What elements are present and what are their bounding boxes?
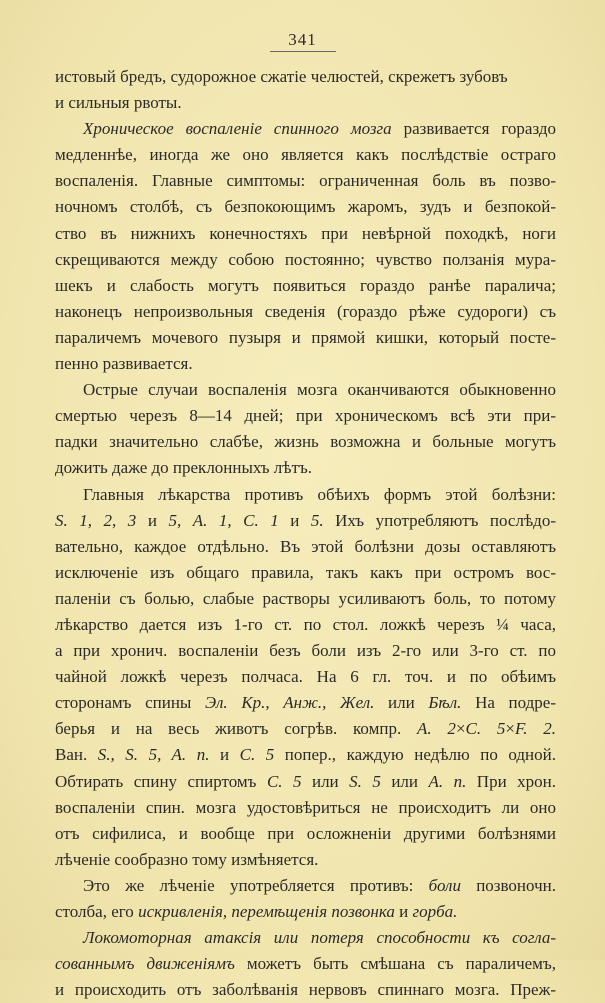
text-line [55, 795, 556, 821]
italic-text-segment: 5, A. 1, C. 1 [168, 510, 279, 530]
text-line [55, 247, 556, 273]
text-line [55, 325, 556, 351]
text-segment: Ихъ употребляютъ послѣдо- [323, 510, 556, 530]
text-line [55, 925, 556, 951]
italic-text-segment: 5. [310, 510, 324, 530]
text-line [55, 821, 556, 847]
italic-text-segment: A. п. [428, 771, 467, 791]
text-segment: вательно, каждое отдѣльно. Въ этой болѣзни дозы оставляютъ [55, 536, 556, 556]
text-segment: На подре- [461, 693, 556, 713]
body-text [55, 64, 556, 1003]
text-segment: или [301, 771, 350, 791]
text-line [55, 273, 556, 299]
text-segment: сторонамъ спины [55, 693, 205, 713]
text-segment: смертью черезъ 8—14 дней; при хроническомъ всѣ эти при- [55, 406, 556, 426]
italic-text-segment: искривленія, перемѣщенія позвонка [138, 902, 395, 921]
text-segment: × [505, 719, 516, 739]
text-line [55, 769, 556, 795]
text-segment: ство въ нижнихъ конечностяхъ при невѣрной походкѣ, ноги [55, 223, 556, 243]
text-segment: и происходить отъ заболѣванія нервовъ спиннаго мозга. Преж- [55, 980, 556, 1000]
text-segment: пенно развивается. [55, 354, 193, 374]
text-segment: Острые случаи воспаленія мозга оканчиваются обыкновенно [83, 380, 556, 400]
italic-text-segment: сованнымъ движеніямъ [55, 954, 235, 974]
text-segment: скрещиваются между собою постоянно; чувство ползанія мура- [55, 249, 556, 269]
text-line [55, 560, 556, 586]
text-segment: позвоночн. [460, 875, 556, 895]
text-segment: и [209, 745, 240, 765]
text-line [55, 977, 556, 1003]
text-line [55, 586, 556, 612]
text-segment: чайной ложкѣ черезъ полчаса. На 6 гл. точ. и по обѣимъ [55, 667, 556, 687]
text-segment: Обтирать спину спиртомъ [55, 771, 267, 791]
italic-text-segment: A. 2 [417, 719, 456, 739]
text-segment: и [394, 902, 413, 921]
italic-text-segment: S. 5 [349, 771, 381, 791]
text-line [55, 638, 556, 664]
text-segment: столба, его [55, 902, 139, 921]
text-line [55, 742, 556, 768]
text-line [55, 299, 556, 325]
text-line [55, 612, 556, 638]
text-segment: или [374, 693, 429, 713]
text-segment: попер., каждую недѣлю по одной. [274, 745, 556, 765]
text-line [55, 90, 556, 116]
text-segment: отъ сифилиса, и вообще при осложненіи другими болѣзнями [55, 823, 556, 843]
text-line [55, 168, 556, 194]
text-line [55, 403, 556, 429]
text-segment: Главныя лѣкарства противъ обѣихъ формъ этой болѣзни: [83, 484, 556, 504]
page-number: 341 [288, 30, 317, 49]
text-segment: воспаленіи спин. мозга удостовѣриться не происходитъ ли оно [55, 797, 556, 817]
italic-text-segment: боли [428, 875, 461, 895]
text-segment: лѣкарство дается изъ 1-го ст. по стол. ложкѣ черезъ ¼ часа, [55, 614, 556, 634]
text-line [55, 351, 556, 377]
text-line [55, 690, 556, 716]
text-line [55, 116, 556, 142]
text-segment: Ван. [55, 745, 98, 765]
text-line [55, 716, 556, 742]
text-line [55, 847, 556, 873]
text-line [55, 221, 556, 247]
text-segment: параличемъ мочевого пузыря и прямой кишки, который посте- [55, 327, 556, 347]
text-line [55, 377, 556, 403]
text-segment: наконецъ непроизвольныя сведенія (гораздо рѣже судороги) съ [55, 301, 556, 321]
text-segment: Это же лѣченіе употребляется противъ: [83, 875, 429, 895]
text-segment: а при хронич. воспаленіи безъ боли изъ 2-го или 3-го ст. по [55, 641, 556, 661]
text-segment: и [136, 510, 169, 530]
italic-text-segment: Локомоторная атаксія или потеря способности къ согла- [83, 928, 556, 948]
text-line [55, 482, 556, 508]
text-line [55, 508, 556, 534]
italic-text-segment: F. 2. [515, 719, 557, 739]
italic-text-segment: горба. [412, 902, 458, 921]
italic-text-segment: Эл. Кр., Анж., Жел. [205, 693, 375, 713]
text-line [55, 664, 556, 690]
text-line [55, 142, 556, 168]
text-line [55, 873, 556, 899]
text-segment: падки значительно слабѣе, жизнь возможна и больные могутъ [55, 432, 556, 452]
text-segment: При хрон. [466, 771, 556, 791]
text-line [55, 194, 556, 220]
text-line [55, 534, 556, 560]
italic-text-segment: Бѣл. [428, 693, 462, 713]
italic-text-segment: S. 1, 2, 3 [55, 510, 137, 530]
text-segment: развивается гораздо [391, 119, 556, 139]
text-segment: можетъ быть смѣшана съ параличемъ, [234, 954, 556, 974]
text-line [55, 429, 556, 455]
text-segment: шекъ и слабость могутъ появиться гораздо ранѣе паралича; [55, 275, 556, 295]
text-segment: медленнѣе, иногда же оно является какъ послѣдствіе остраго [55, 145, 556, 165]
text-segment: исключеніе изъ общаго правила, такъ какъ при остромъ вос- [55, 562, 556, 582]
italic-text-segment: Хроническое воспаленіе спинного мозга [83, 119, 392, 139]
text-segment: и сильныя рвоты. [55, 93, 182, 113]
text-segment: и [278, 510, 311, 530]
text-line [55, 899, 556, 925]
text-segment: паленіи съ болью, слабые растворы усиливаютъ боль, то потому [55, 588, 556, 608]
text-line [55, 64, 556, 90]
text-segment: лѣченіе сообразно тому измѣняется. [55, 849, 319, 869]
page-number-rule [270, 51, 336, 52]
text-segment: × [455, 719, 466, 739]
text-segment: дожить даже до преклонныхъ лѣтъ. [55, 458, 312, 478]
text-segment: берья и на весь животъ согрѣв. компр. [55, 719, 417, 739]
text-segment: воспаленія. Главные симптомы: ограниченная боль въ позво- [55, 171, 556, 191]
text-segment: истовый бредъ, судорожное сжатіе челюстей, скрежетъ зубовъ [55, 67, 508, 86]
italic-text-segment: S., S. 5, A. п. [97, 745, 210, 765]
text-segment: ночномъ столбѣ, съ безпокоющимъ жаромъ, зудъ и безпокой- [55, 197, 556, 217]
italic-text-segment: C. 5 [266, 771, 302, 791]
text-line [55, 951, 556, 977]
text-line [55, 455, 556, 481]
text-segment: или [380, 771, 429, 791]
italic-text-segment: C. 5 [465, 719, 506, 739]
italic-text-segment: C. 5 [239, 745, 275, 765]
